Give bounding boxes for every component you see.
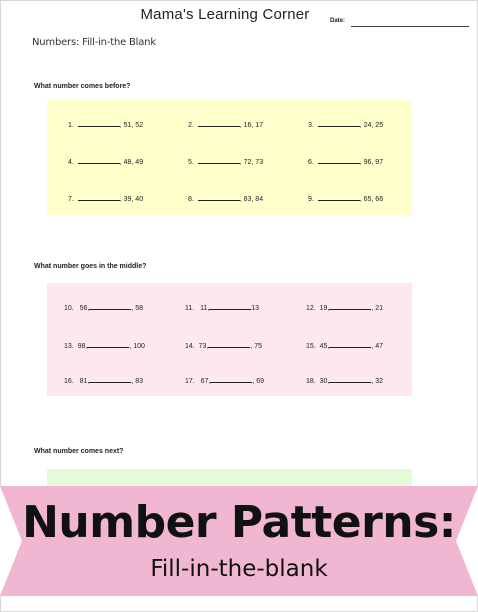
worksheet-title: Mama's Learning Corner bbox=[140, 6, 310, 23]
date-line bbox=[351, 26, 469, 27]
problem-7: 7. , 39, 40 bbox=[68, 193, 143, 203]
problem-8: 8. , 83, 84 bbox=[188, 193, 263, 203]
problem-4: 4. , 48, 49 bbox=[68, 156, 143, 166]
problem-2: 2. , 16, 17 bbox=[188, 119, 263, 129]
problem-15: 15. 45, , 47 bbox=[306, 340, 383, 350]
problem-17: 17. 67, , 69 bbox=[185, 375, 264, 385]
banner-title: Number Patterns: bbox=[22, 497, 456, 548]
problem-10: 10. 56, , 58 bbox=[64, 302, 143, 312]
problem-box-middle bbox=[47, 283, 412, 396]
section-heading-next: What number comes next? bbox=[34, 448, 124, 455]
date-label: Date: bbox=[330, 18, 346, 24]
problem-12: 12. 19, , 21 bbox=[306, 302, 383, 312]
problem-18: 18. 30, , 32 bbox=[306, 375, 383, 385]
problem-16: 16. 81, , 83 bbox=[64, 375, 143, 385]
problem-3: 3. , 24, 25 bbox=[308, 119, 383, 129]
section-heading-before: What number comes before? bbox=[34, 83, 131, 90]
problem-14: 14. 73, , 75 bbox=[185, 340, 262, 350]
problem-13: 13. 98, , 100 bbox=[64, 340, 145, 350]
problem-11: 11. 11, 13 bbox=[185, 302, 259, 312]
banner-subtitle: Fill-in-the-blank bbox=[150, 556, 328, 582]
problem-5: 5. , 72, 73 bbox=[188, 156, 263, 166]
section-heading-middle: What number goes in the middle? bbox=[34, 263, 147, 270]
worksheet-subtitle: Numbers: Fill-in-the Blank bbox=[32, 37, 156, 48]
problem-6: 6. , 96, 97 bbox=[308, 156, 383, 166]
problem-9: 9. , 65, 66 bbox=[308, 193, 383, 203]
problem-1: 1. , 51, 52 bbox=[68, 119, 143, 129]
problem-box-before bbox=[47, 100, 412, 215]
